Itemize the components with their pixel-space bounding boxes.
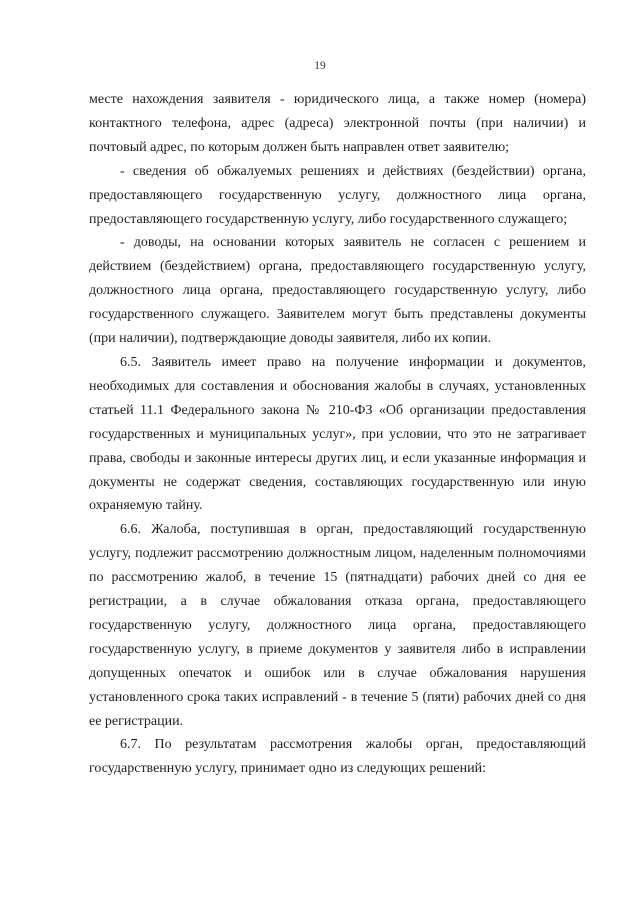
paragraph-arguments: - доводы, на основании которых заявитель не согласен с решением и действием (бездействием) органа, предоставляющего государственную услугу, должностного лица органа, предоставляющего государственную услугу, либо государственного служащего. Заявителем могут быть представлены документы (при наличии), подтверждающие доводы заявителя, либо их копии. bbox=[89, 235, 586, 347]
paragraph-appealed-decisions: - сведения об обжалуемых решениях и действиях (бездействии) органа, предоставляющего государственную услугу, должностного лица органа, предоставляющего государственную услугу, либо государственного служащего; bbox=[89, 163, 586, 227]
paragraph-6-6: 6.6. Жалоба, поступившая в орган, предоставляющий государственную услугу, подлежит рассмотрению должностным лицом, наделенным полномочиями по рассмотрению жалоб, в течение 15 (пятнадцати) рабочих дней со дня ее регистрации, а в случае обжалования отказа органа, предоставляющего государственную услугу, должностного лица органа, предоставляющего государственную услугу, в приеме документов у заявителя либо в исправлении допущенных опечаток и ошибок или в случае обжалования нарушения установленного срока таких исправлений - в течение 5 (пяти) рабочих дней со дня ее регистрации. bbox=[89, 522, 586, 729]
paragraph-6-5: 6.5. Заявитель имеет право на получение информации и документов, необходимых для составления и обоснования жалобы в случаях, установленных статьей 11.1 Федерального закона № 210-ФЗ «Об организации предоставления государственных и муниципальных услуг», при условии, что это не затрагивает права, свободы и законные интересы других лиц, и если указанные информация и документы не содержат сведения, составляющих государственную или иную охраняемую тайну. bbox=[89, 354, 586, 514]
body-text bbox=[89, 88, 586, 781]
page-number: 19 bbox=[314, 60, 326, 72]
paragraph-contact-details: месте нахождения заявителя - юридического лица, а также номер (номера) контактного телефона, адрес (адреса) электронной почты (при наличии) и почтовый адрес, по которым должен быть направлен ответ заявителю; bbox=[89, 92, 586, 155]
paragraph-6-7: 6.7. По результатам рассмотрения жалобы орган, предоставляющий государственную услугу, принимает одно из следующих решений: bbox=[89, 737, 586, 777]
